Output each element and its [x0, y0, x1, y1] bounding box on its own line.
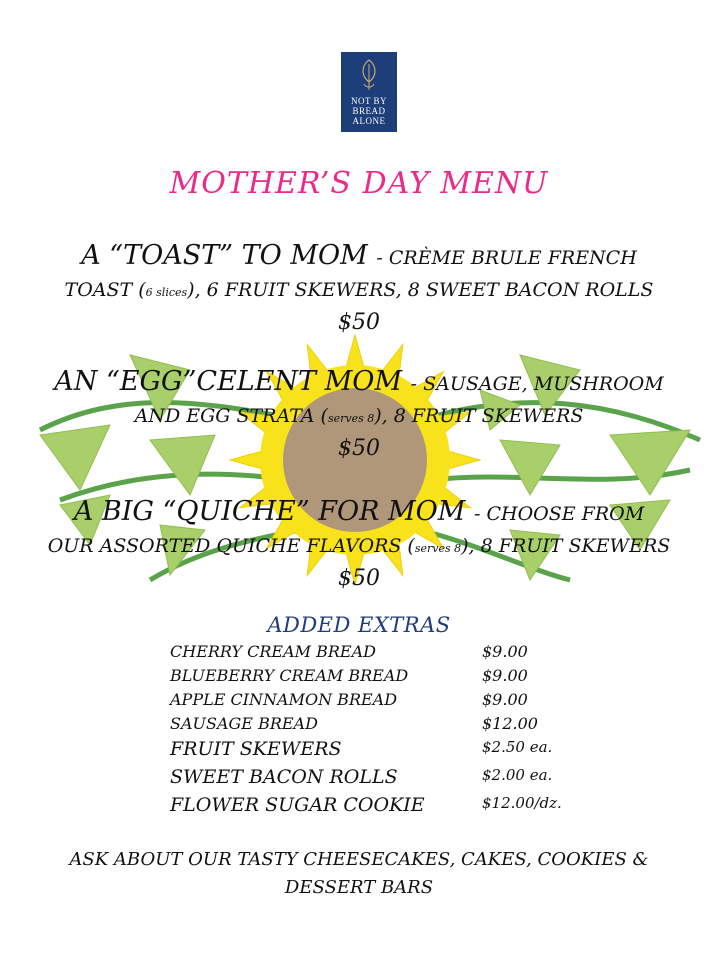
- footer-note: [0, 846, 718, 902]
- extra-price: $9.00: [482, 642, 528, 661]
- item-desc-line2-rest: ), 8 FRUIT SKEWERS: [374, 405, 584, 427]
- list-item: [170, 766, 610, 794]
- item-desc-line2: AND EGG STRATA (: [134, 405, 328, 427]
- item-desc: - CHOOSE FROM: [474, 503, 645, 525]
- extra-name: FLOWER SUGAR COOKIE: [170, 794, 425, 816]
- menu-item-toast: [0, 238, 718, 339]
- item-price: $50: [338, 310, 380, 335]
- extra-price: $9.00: [482, 690, 528, 709]
- item-serving-note: 6 slices: [145, 286, 188, 299]
- item-name: A BIG “QUICHE” FOR MOM: [73, 496, 466, 527]
- extra-name: SWEET BACON ROLLS: [170, 766, 398, 788]
- item-name: AN “EGG”CELENT MOM: [54, 366, 403, 397]
- footer-line-1: ASK ABOUT OUR TASTY CHEESECAKES, CAKES, COOKIES &: [69, 849, 649, 870]
- list-item: [170, 690, 610, 714]
- list-item: [170, 738, 610, 766]
- logo-line-1: NOT BY: [350, 96, 388, 106]
- logo-emblem-icon: [355, 58, 383, 92]
- item-desc-line2-rest: ), 8 FRUIT SKEWERS: [461, 535, 671, 557]
- item-desc-line2: OUR ASSORTED QUICHE FLAVORS (: [47, 535, 415, 557]
- logo-line-2: BREAD: [352, 106, 386, 116]
- extra-name: APPLE CINNAMON BREAD: [170, 690, 398, 709]
- extra-price: $12.00: [482, 714, 538, 733]
- extras-list: [170, 642, 610, 822]
- list-item: [170, 666, 610, 690]
- item-serving-note: serves 8: [327, 412, 375, 425]
- footer-line-2: DESSERT BARS: [284, 877, 434, 898]
- item-desc: - CRÈME BRULE FRENCH: [376, 247, 637, 269]
- item-desc: - SAUSAGE, MUSHROOM: [410, 373, 664, 395]
- item-desc-line2: TOAST (: [64, 279, 146, 301]
- extra-name: FRUIT SKEWERS: [170, 738, 342, 760]
- menu-item-eggcelent: [0, 364, 718, 465]
- item-desc-line2-rest: ), 6 FRUIT SKEWERS, 8 SWEET BACON ROLLS: [187, 279, 654, 301]
- list-item: [170, 714, 610, 738]
- extra-price: $12.00/dz.: [482, 794, 562, 812]
- extra-name: BLUEBERRY CREAM BREAD: [170, 666, 409, 685]
- logo-line-3: ALONE: [352, 116, 386, 126]
- list-item: [170, 642, 610, 666]
- extras-title: ADDED EXTRAS: [267, 613, 451, 637]
- list-item: [170, 794, 610, 822]
- extra-name: CHERRY CREAM BREAD: [170, 642, 376, 661]
- item-price: $50: [338, 566, 380, 591]
- extra-price: $9.00: [482, 666, 528, 685]
- not-by-bread-alone-logo: [341, 52, 397, 132]
- menu-item-quiche: [0, 494, 718, 595]
- item-serving-note: serves 8: [414, 542, 462, 555]
- extra-price: $2.00 ea.: [482, 766, 553, 784]
- item-price: $50: [338, 436, 380, 461]
- item-name: A “TOAST” TO MOM: [81, 240, 368, 271]
- menu-title: MOTHER’S DAY MENU: [169, 166, 549, 201]
- extra-price: $2.50 ea.: [482, 738, 553, 756]
- extra-name: SAUSAGE BREAD: [170, 714, 318, 733]
